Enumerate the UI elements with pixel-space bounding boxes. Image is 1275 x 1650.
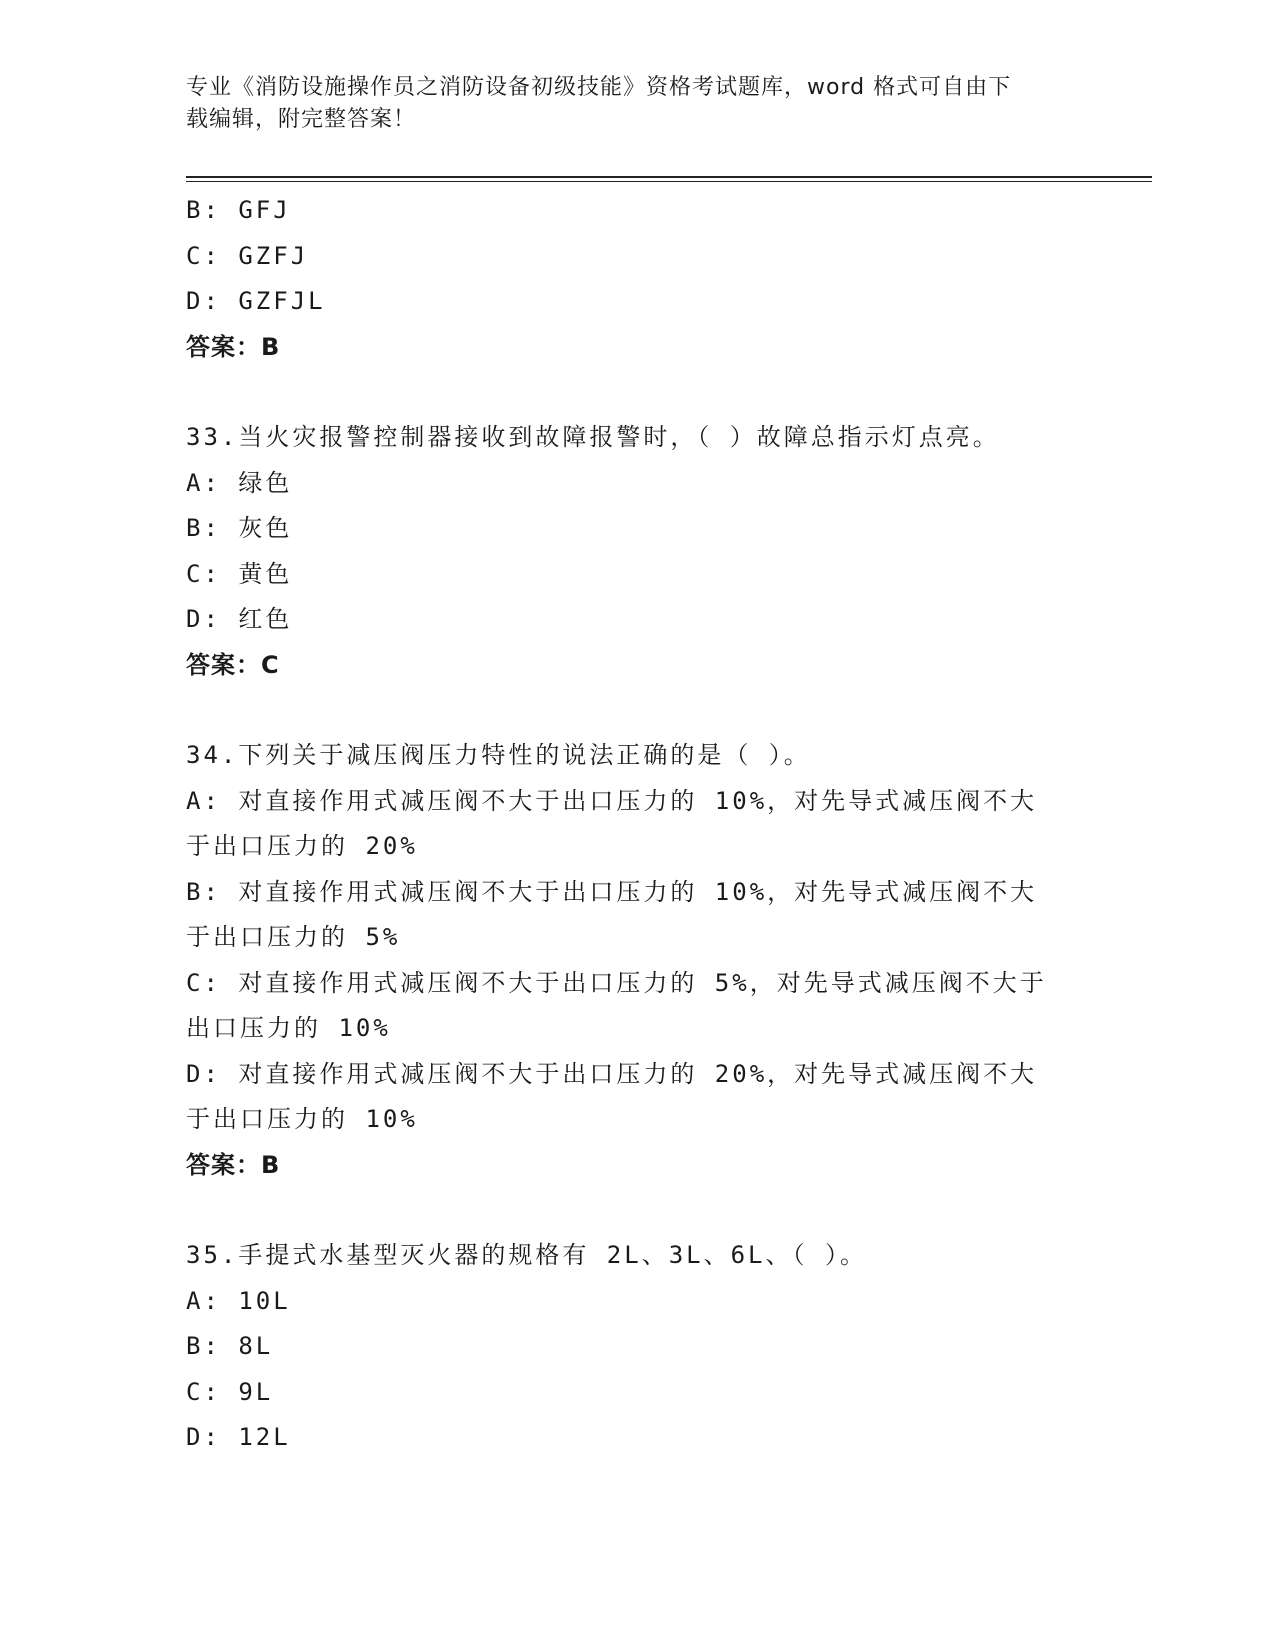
answer-line: 答案：C	[186, 650, 280, 679]
option-d-cont: 于出口压力的 10%	[186, 1105, 418, 1133]
question-block-32	[186, 188, 1086, 370]
header-line-2: 载编辑，附完整答案！	[186, 107, 417, 132]
option-a-cont: 于出口压力的 20%	[186, 832, 418, 860]
option-a: A: 绿色	[186, 468, 293, 497]
spacer	[186, 370, 1086, 415]
spacer	[186, 688, 1086, 733]
option-c: C: 对直接作用式减压阀不大于出口压力的 5%，对先导式减压阀不大于	[186, 968, 1047, 997]
page-header	[186, 72, 1066, 136]
option-b-cont: 于出口压力的 5%	[186, 923, 401, 951]
option-b: B: GFJ	[186, 196, 291, 224]
answer-line: 答案：B	[186, 332, 281, 361]
option-c: C: 黄色	[186, 559, 293, 588]
option-c-cont: 出口压力的 10%	[186, 1014, 391, 1042]
answer-line: 答案：B	[186, 1150, 281, 1179]
question-stem: 35.手提式水基型灭火器的规格有 2L、3L、6L、（ ）。	[186, 1241, 867, 1269]
option-d: D: GZFJL	[186, 287, 326, 315]
option-d: D: 对直接作用式减压阀不大于出口压力的 20%，对先导式减压阀不大	[186, 1059, 1038, 1088]
option-a: A: 对直接作用式减压阀不大于出口压力的 10%，对先导式减压阀不大	[186, 786, 1038, 815]
option-d: D: 红色	[186, 605, 293, 633]
question-list	[186, 188, 1086, 1461]
option-c: C: GZFJ	[186, 241, 309, 270]
option-d: D: 12L	[186, 1423, 291, 1451]
option-a: A: 10L	[186, 1286, 291, 1315]
header-divider-thin	[186, 181, 1152, 182]
option-b: B: 对直接作用式减压阀不大于出口压力的 10%，对先导式减压阀不大	[186, 877, 1038, 906]
option-c: C: 9L	[186, 1377, 274, 1406]
option-b: B: 8L	[186, 1332, 274, 1360]
spacer	[186, 1188, 1086, 1233]
question-block-34	[186, 733, 1086, 1188]
header-divider	[186, 176, 1152, 178]
option-b: B: 灰色	[186, 514, 293, 542]
question-stem: 34.下列关于减压阀压力特性的说法正确的是（ ）。	[186, 741, 811, 769]
question-block-35	[186, 1233, 1086, 1461]
question-block-33	[186, 415, 1086, 688]
question-stem: 33.当火灾报警控制器接收到故障报警时，（ ）故障总指示灯点亮。	[186, 423, 1000, 451]
header-line-1: 专业《消防设施操作员之消防设备初级技能》资格考试题库，word 格式可自由下	[186, 75, 1012, 100]
